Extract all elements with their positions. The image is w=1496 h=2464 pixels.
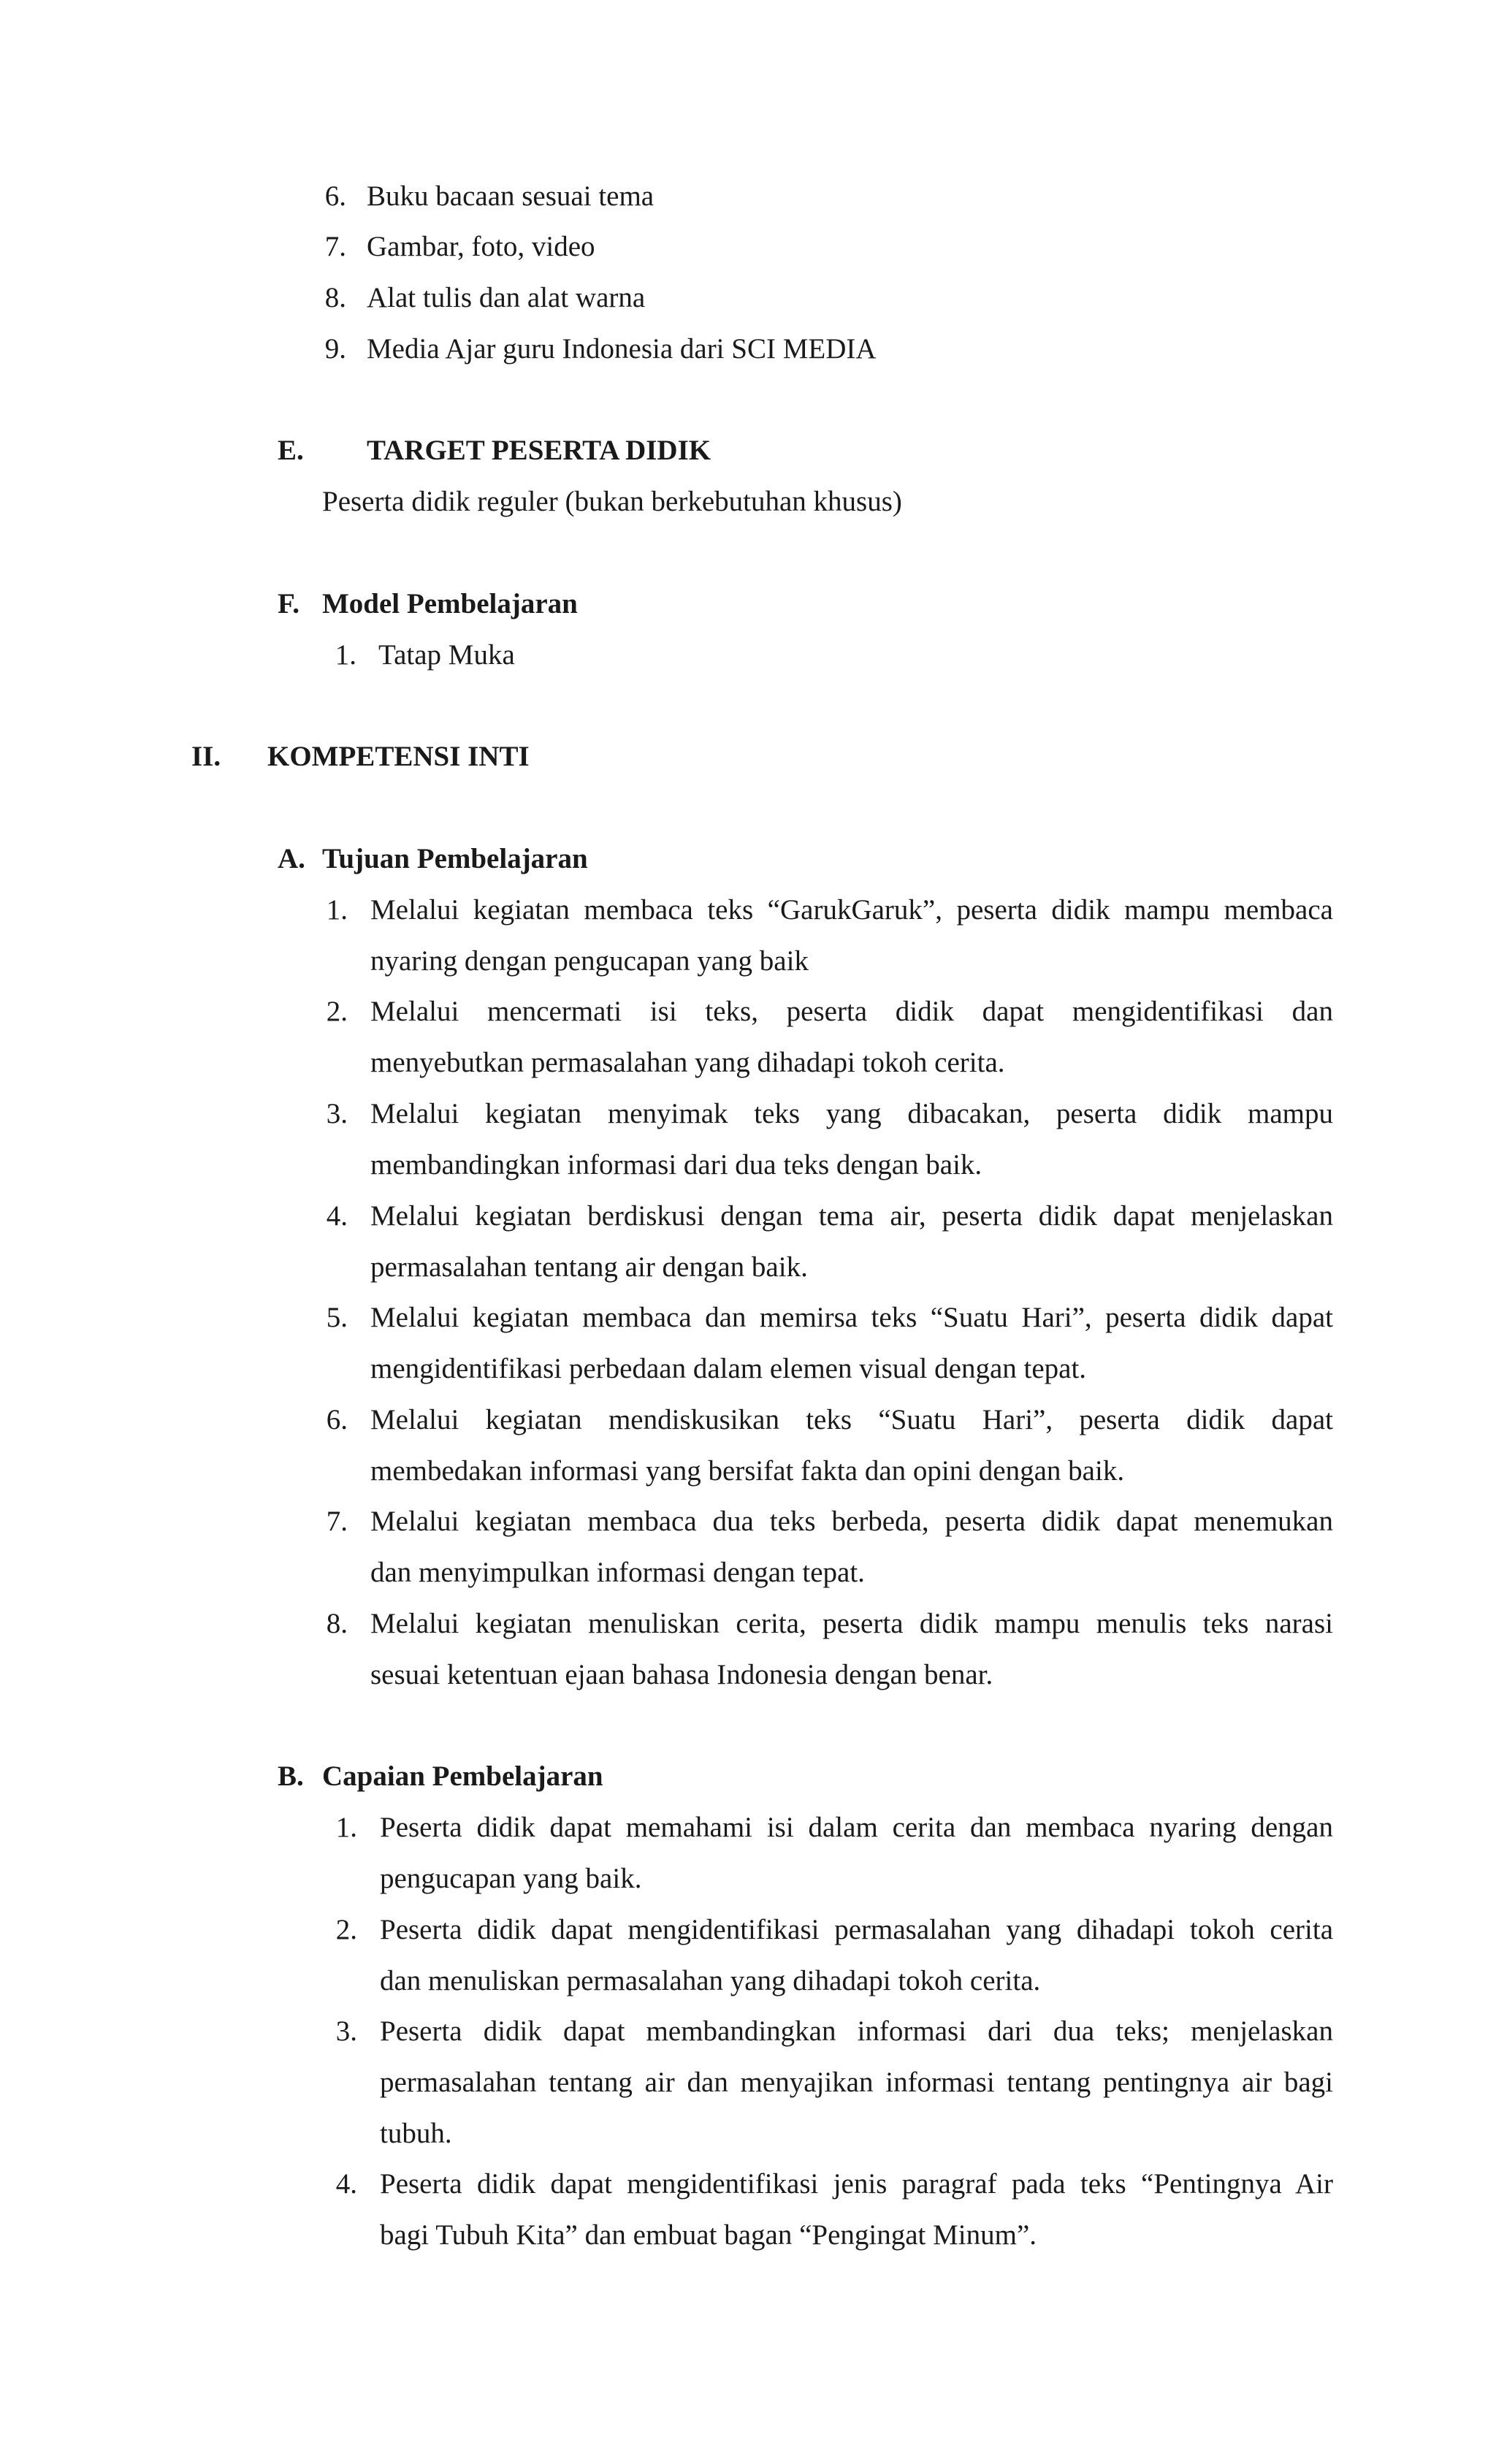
- list-number: 1.: [335, 1812, 357, 1843]
- list-item-line: Melalui kegiatan membaca dan memirsa teks “Suatu Hari”, peserta didik dapat: [370, 1302, 1333, 1333]
- section-e-letter: E.: [278, 435, 304, 466]
- list-item-line: membandingkan informasi dari dua teks dengan baik.: [370, 1149, 982, 1180]
- list-number: 9.: [324, 333, 346, 365]
- section-b-title: Capaian Pembelajaran: [322, 1761, 603, 1792]
- list-item-line: membedakan informasi yang bersifat fakta dan opini dengan baik.: [370, 1455, 1125, 1487]
- list-item-line: sesuai ketentuan ejaan bahasa Indonesia dengan benar.: [370, 1659, 993, 1690]
- list-item-line: Peserta didik dapat mengidentifikasi permasalahan yang dihadapi tokoh cerita: [380, 1914, 1333, 1945]
- list-item-line: Melalui kegiatan berdiskusi dengan tema air, peserta didik dapat menjelaskan: [370, 1200, 1333, 1232]
- list-item-line: dan menyimpulkan informasi dengan tepat.: [370, 1557, 865, 1588]
- list-number: 8.: [326, 1608, 348, 1639]
- list-item-line: Melalui mencermati isi teks, peserta didik dapat mengidentifikasi dan: [370, 996, 1333, 1027]
- list-item: Media Ajar guru Indonesia dari SCI MEDIA: [367, 333, 877, 365]
- list-item-line: Peserta didik dapat membandingkan informasi dari dua teks; menjelaskan: [380, 2015, 1333, 2047]
- list-item-line: Peserta didik dapat mengidentifikasi jenis paragraf pada teks “Pentingnya Air: [380, 2168, 1333, 2200]
- list-item-line: Melalui kegiatan mendiskusikan teks “Suatu Hari”, peserta didik dapat: [370, 1404, 1333, 1435]
- list-number: 7.: [324, 231, 346, 262]
- section-a-letter: A.: [278, 843, 305, 874]
- list-number: 5.: [326, 1302, 348, 1333]
- list-item: Buku bacaan sesuai tema: [367, 180, 654, 212]
- section-f-title: Model Pembelajaran: [322, 588, 578, 619]
- list-item-line: pengucapan yang baik.: [380, 1863, 642, 1894]
- section-a-title: Tujuan Pembelajaran: [322, 843, 588, 874]
- chapter-numeral: II.: [191, 741, 221, 772]
- list-item: Tatap Muka: [378, 639, 515, 671]
- chapter-title: KOMPETENSI INTI: [267, 741, 530, 772]
- list-item-line: permasalahan tentang air dan menyajikan informasi tentang pentingnya air bagi: [380, 2067, 1333, 2098]
- list-item: Gambar, foto, video: [367, 231, 595, 262]
- list-item-line: tubuh.: [380, 2118, 452, 2149]
- list-item-line: Melalui kegiatan membaca dua teks berbeda, peserta didik dapat menemukan: [370, 1506, 1333, 1537]
- list-item-line: menyebutkan permasalahan yang dihadapi tokoh cerita.: [370, 1047, 1005, 1078]
- section-e-title: TARGET PESERTA DIDIK: [367, 435, 711, 466]
- list-number: 3.: [326, 1098, 348, 1129]
- list-number: 4.: [335, 2168, 357, 2200]
- list-number: 1.: [326, 894, 348, 926]
- list-number: 7.: [326, 1506, 348, 1537]
- list-item-line: Peserta didik dapat memahami isi dalam cerita dan membaca nyaring dengan: [380, 1812, 1333, 1843]
- list-item-line: Melalui kegiatan menuliskan cerita, peserta didik mampu menulis teks narasi: [370, 1608, 1333, 1639]
- section-b-letter: B.: [278, 1761, 304, 1792]
- list-item-line: mengidentifikasi perbedaan dalam elemen visual dengan tepat.: [370, 1353, 1087, 1384]
- list-number: 2.: [326, 996, 348, 1027]
- list-item-line: permasalahan tentang air dengan baik.: [370, 1251, 808, 1283]
- list-item-line: Melalui kegiatan membaca teks “GarukGaruk”, peserta didik mampu membaca: [370, 894, 1333, 926]
- list-number: 6.: [324, 180, 346, 212]
- list-number: 4.: [326, 1200, 348, 1232]
- section-e-body: Peserta didik reguler (bukan berkebutuhan khusus): [322, 486, 902, 517]
- list-item: Alat tulis dan alat warna: [367, 282, 646, 313]
- list-number: 1.: [335, 639, 356, 671]
- list-number: 8.: [324, 282, 346, 313]
- list-item-line: dan menuliskan permasalahan yang dihadapi tokoh cerita.: [380, 1965, 1041, 1996]
- list-number: 3.: [335, 2015, 357, 2047]
- list-number: 6.: [326, 1404, 348, 1435]
- list-item-line: nyaring dengan pengucapan yang baik: [370, 945, 809, 977]
- list-number: 2.: [335, 1914, 357, 1945]
- section-f-letter: F.: [278, 588, 299, 619]
- list-item-line: bagi Tubuh Kita” dan embuat bagan “Pengingat Minum”.: [380, 2219, 1037, 2251]
- list-item-line: Melalui kegiatan menyimak teks yang dibacakan, peserta didik mampu: [370, 1098, 1333, 1129]
